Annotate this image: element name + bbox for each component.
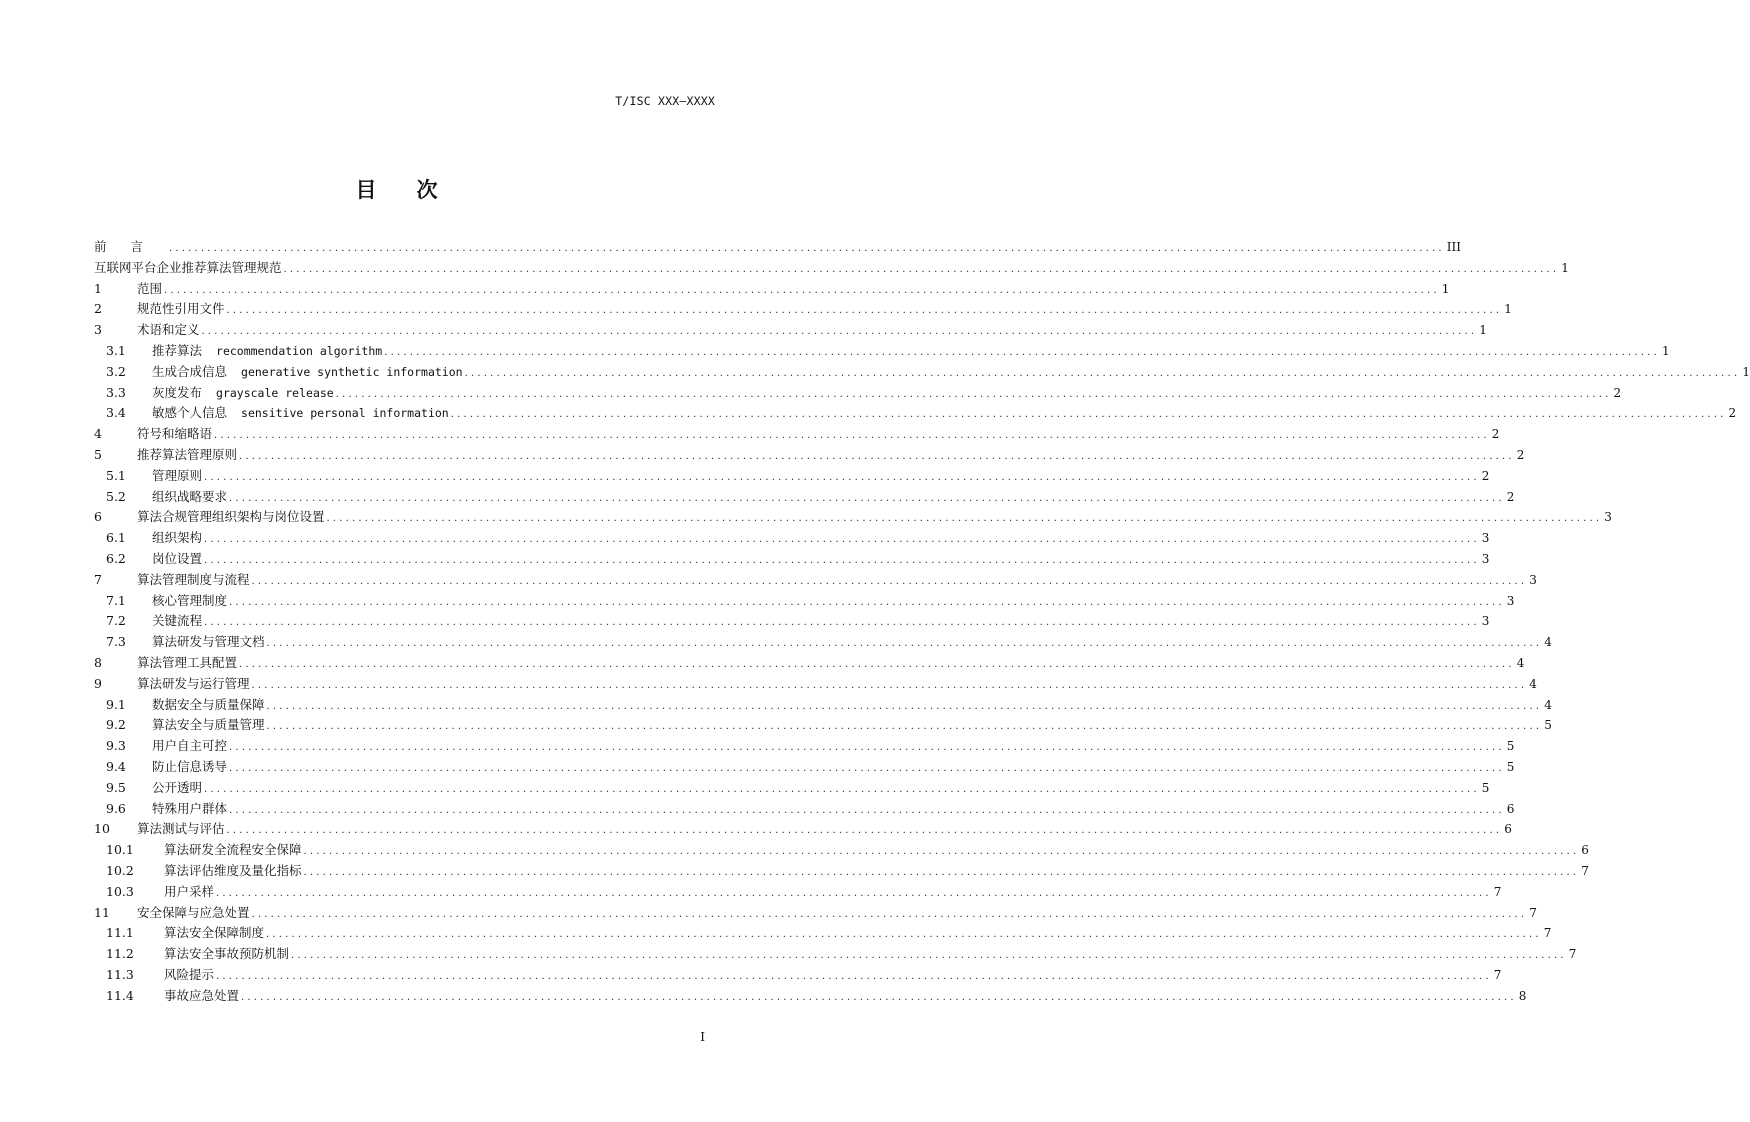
toc-entry[interactable]: [94, 923, 1552, 944]
toc-entry[interactable]: [94, 819, 1512, 840]
toc-entry-english-term: recommendation algorithm: [216, 343, 383, 358]
toc-entry-label: [152, 591, 227, 612]
toc-entry-label: [164, 986, 239, 1007]
toc-entry[interactable]: [94, 549, 1490, 570]
toc-entry-label: [137, 279, 162, 300]
toc-entry-page: 6: [1506, 801, 1515, 816]
toc-leader-dots: ........................................................................................................................................................................................................: [204, 617, 1480, 629]
toc-leader-dots: ........................................................................................................................................................................................................: [326, 513, 1603, 525]
toc-entry-title: 算法安全事故预防机制: [164, 946, 290, 962]
toc-entry-label: [152, 528, 202, 549]
toc-entry-label: [164, 861, 302, 882]
toc-entry-number: 9.5: [106, 779, 126, 795]
toc-entry-number: 9.3: [106, 738, 126, 754]
toc-leader-dots: ........................................................................................................................................................................................................: [169, 243, 1445, 254]
toc-entry-number: 9.6: [106, 800, 126, 816]
toc-leader-dots: ........................................................................................................................................................................................................: [204, 471, 1480, 483]
toc-leader-dots: ........................................................................................................................................................................................................: [214, 430, 1490, 442]
toc-entry-label: [164, 923, 264, 944]
toc-entry-page: 3: [1506, 593, 1515, 608]
toc-entry-label: [152, 466, 202, 487]
toc-entry-title: 算法评估维度及量化指标: [164, 862, 302, 878]
toc-entry-number: 7: [94, 571, 102, 587]
toc-entry-title: 用户采样: [164, 883, 215, 899]
toc-entry-number: 11.3: [106, 966, 134, 982]
toc-entry-title: 规范性引用文件: [137, 301, 225, 317]
toc-entry[interactable]: [94, 944, 1577, 965]
toc-entry-title: 特殊用户群体: [152, 800, 228, 816]
toc-entry-number: 3.4: [106, 405, 126, 421]
toc-entry-label: [137, 320, 200, 341]
toc-leader-dots: ........................................................................................................................................................................................................: [303, 846, 1580, 858]
toc-leader-dots: ........................................................................................................................................................................................................: [266, 721, 1543, 733]
toc-entry-label: [164, 882, 214, 903]
toc-entry-label: [152, 632, 265, 653]
toc-entry-title: 组织架构: [152, 530, 203, 546]
toc-entry-page: 2: [1481, 468, 1490, 483]
toc-entry[interactable]: [94, 653, 1525, 674]
toc-entry-label: [137, 299, 225, 320]
toc-leader-dots: ........................................................................................................................................................................................................: [464, 367, 1741, 379]
toc-entry-label: [152, 549, 202, 570]
toc-entry-page: 2: [1728, 406, 1737, 421]
toc-entry[interactable]: [94, 965, 1502, 986]
toc-leader-dots: ........................................................................................................................................................................................................: [239, 450, 1515, 462]
toc-entry[interactable]: [94, 882, 1502, 903]
toc-entry[interactable]: [94, 487, 1515, 508]
toc-entry-title: 数据安全与质量保障: [152, 696, 265, 712]
title-char-2: 次: [416, 177, 438, 202]
toc-entry-title: 术语和定义: [137, 322, 200, 338]
toc-entry[interactable]: [94, 632, 1552, 653]
toc-entry-title: 算法合规管理组织架构与岗位设置: [137, 509, 325, 525]
toc-entry-title: 互联网平台企业推荐算法管理规范: [94, 259, 282, 275]
toc-entry-number: 11: [94, 904, 110, 920]
toc-entry-page: 7: [1493, 884, 1502, 899]
toc-entry-number: 3: [94, 322, 102, 338]
toc-entry-title: 算法安全保障制度: [164, 925, 265, 941]
toc-entry-number: 6.1: [106, 530, 126, 546]
toc-entry[interactable]: [94, 986, 1527, 1007]
toc-entry-title: 关键流程: [152, 613, 203, 629]
toc-entry[interactable]: [94, 570, 1537, 591]
toc-entry[interactable]: [94, 903, 1537, 924]
toc-entry-page: 3: [1481, 614, 1490, 629]
toc-entry[interactable]: [94, 528, 1490, 549]
toc-entry-title: 前言: [94, 239, 168, 254]
toc-entry-title: 符号和缩略语: [137, 426, 213, 442]
toc-entry-page: 1: [1504, 302, 1512, 317]
toc-leader-dots: ........................................................................................................................................................................................................: [251, 679, 1528, 691]
toc-entry[interactable]: [94, 736, 1515, 757]
toc-entry[interactable]: [94, 861, 1589, 882]
toc-entry-page: 3: [1529, 572, 1537, 587]
toc-leader-dots: ........................................................................................................................................................................................................: [164, 284, 1440, 296]
toc-entry-number: 4: [94, 426, 102, 442]
toc-entry-label: [137, 445, 237, 466]
toc-entry-title: 算法管理制度与流程: [137, 571, 250, 587]
toc-entry[interactable]: [94, 507, 1612, 528]
toc-entry-page: 8: [1518, 988, 1527, 1003]
toc-entry-page: 3: [1604, 510, 1612, 525]
toc-entry-page: 4: [1529, 676, 1537, 691]
toc-entry-label: [152, 736, 227, 757]
toc-entry-page: 5: [1506, 739, 1515, 754]
toc-entry-page: 6: [1504, 822, 1512, 837]
toc-entry-label: [152, 695, 265, 716]
toc-leader-dots: ........................................................................................................................................................................................................: [204, 534, 1480, 546]
toc-entry-number: 7.3: [106, 634, 126, 650]
toc-entry-number: 9.2: [106, 717, 126, 733]
toc-entry-page: 3: [1481, 531, 1490, 546]
toc-entry-number: 10.2: [106, 862, 134, 878]
toc-entry-label: [152, 799, 227, 820]
toc-entry-label: [152, 341, 382, 362]
toc-entry-page: 5: [1544, 718, 1552, 733]
toc-entry-page: 7: [1493, 967, 1502, 982]
toc-entry-title: 公开透明: [152, 779, 203, 795]
toc-entry-page: 7: [1568, 947, 1577, 962]
toc-entry[interactable]: [94, 403, 1737, 424]
toc-entry-title: 算法研发与管理文档: [152, 634, 265, 650]
toc-leader-dots: ........................................................................................................................................................................................................: [266, 700, 1543, 712]
toc-leader-dots: ........................................................................................................................................................................................................: [229, 762, 1505, 774]
toc-entry-label: [152, 715, 265, 736]
toc-entry-label: [152, 757, 227, 778]
toc-entry-title: 岗位设置: [152, 550, 203, 566]
page-number: I: [700, 1030, 705, 1044]
toc-entry-page: 1: [1441, 281, 1450, 296]
toc-entry-page: 1: [1479, 323, 1487, 338]
toc-entry-label: [137, 653, 237, 674]
toc-entry-page: 1: [1661, 343, 1670, 358]
toc-entry-page: 4: [1544, 635, 1552, 650]
toc-leader-dots: ........................................................................................................................................................................................................: [216, 970, 1492, 982]
toc-entry-number: 8: [94, 654, 102, 670]
toc-entry-number: 3.1: [106, 342, 126, 358]
toc-entry-title: 生成合成信息: [152, 363, 228, 379]
toc-entry-number: 10.1: [106, 842, 134, 858]
toc-entry-title: 事故应急处置: [164, 987, 240, 1003]
toc-entry-label: [152, 362, 463, 383]
toc-entry-number: 9: [94, 675, 102, 691]
toc-entry[interactable]: [94, 778, 1490, 799]
toc-entry-label: [152, 487, 227, 508]
toc-entry-number: 3.2: [106, 363, 126, 379]
toc-entry[interactable]: [94, 299, 1512, 320]
toc-entry-label: [164, 840, 302, 861]
toc-entry-title: 用户自主可控: [152, 738, 228, 754]
toc-entry-page: III: [1446, 240, 1461, 254]
toc-entry-page: 7: [1529, 905, 1537, 920]
toc-leader-dots: ........................................................................................................................................................................................................: [303, 866, 1580, 878]
toc-entry-title: 防止信息诱导: [152, 758, 228, 774]
toc-entry[interactable]: [94, 466, 1490, 487]
toc-entry[interactable]: [94, 362, 1750, 383]
toc-entry-title: 安全保障与应急处置: [137, 904, 250, 920]
toc-entry-title: 推荐算法管理原则: [137, 446, 238, 462]
toc-entry-page: 2: [1613, 385, 1622, 400]
toc-entry-number: 10.3: [106, 883, 134, 899]
toc-entry-number: 11.2: [106, 946, 134, 962]
toc-entry-title: 风险提示: [164, 966, 215, 982]
toc-entry-label: [152, 383, 334, 404]
toc-entry-number: 2: [94, 301, 102, 317]
toc-entry-number: 6: [94, 509, 102, 525]
toc-entry-title: 算法管理工具配置: [137, 654, 238, 670]
toc-entry-page: 7: [1543, 926, 1552, 941]
toc-entry-label: [164, 944, 289, 965]
toc-leader-dots: ........................................................................................................................................................................................................: [384, 346, 1660, 358]
toc-entry-number: 9.1: [106, 696, 126, 712]
page-title: [0, 174, 793, 204]
toc-entry[interactable]: [94, 674, 1537, 695]
toc-entry-title: 算法安全与质量管理: [152, 717, 265, 733]
toc-leader-dots: ........................................................................................................................................................................................................: [226, 305, 1503, 317]
toc-entry-number: 7.2: [106, 613, 126, 629]
toc-entry-title: 范围: [137, 280, 163, 296]
toc-entry-page: 6: [1581, 843, 1589, 858]
title-char-1: 目: [355, 177, 377, 202]
toc-entry-page: 3: [1481, 551, 1490, 566]
toc-entry[interactable]: [94, 695, 1552, 716]
toc-entry-number: 5.2: [106, 488, 126, 504]
toc-entry-number: 10: [94, 821, 110, 837]
toc-leader-dots: ........................................................................................................................................................................................................: [226, 825, 1503, 837]
toc-entry-number: 11.4: [106, 987, 134, 1003]
toc-leader-dots: ........................................................................................................................................................................................................: [216, 887, 1492, 899]
toc-leader-dots: ........................................................................................................................................................................................................: [450, 409, 1727, 421]
toc-entry[interactable]: [94, 799, 1515, 820]
toc-entry-page: 5: [1506, 759, 1515, 774]
toc-entry-english-term: grayscale release: [216, 385, 334, 400]
toc-entry-title: 算法研发全流程安全保障: [164, 842, 302, 858]
toc-entry-title: 核心管理制度: [152, 592, 228, 608]
toc-leader-dots: ........................................................................................................................................................................................................: [229, 596, 1505, 608]
toc-leader-dots: ........................................................................................................................................................................................................: [201, 326, 1478, 338]
document-code: T/ISC XXX—XXXX: [615, 94, 715, 108]
toc-entry-label: [152, 403, 449, 424]
toc-entry[interactable]: [94, 611, 1490, 632]
toc-entry-title: 组织战略要求: [152, 488, 228, 504]
toc-entry[interactable]: [94, 715, 1552, 736]
toc-leader-dots: ........................................................................................................................................................................................................: [229, 742, 1505, 754]
toc-entry-label: [137, 674, 250, 695]
toc-entry[interactable]: [94, 237, 1461, 258]
toc-entry[interactable]: [94, 320, 1487, 341]
toc-entry-title: 敏感个人信息: [152, 405, 228, 421]
toc-leader-dots: ........................................................................................................................................................................................................: [229, 492, 1505, 504]
toc-leader-dots: ........................................................................................................................................................................................................: [266, 638, 1543, 650]
table-of-contents: [94, 237, 1750, 1006]
toc-entry[interactable]: [94, 445, 1525, 466]
toc-entry-number: 1: [94, 280, 102, 296]
toc-leader-dots: ........................................................................................................................................................................................................: [266, 929, 1542, 941]
toc-entry-title: 算法研发与运行管理: [137, 675, 250, 691]
toc-entry-label: [137, 424, 212, 445]
toc-entry-label: [94, 258, 282, 279]
toc-entry-number: 6.2: [106, 550, 126, 566]
toc-leader-dots: ........................................................................................................................................................................................................: [204, 783, 1480, 795]
toc-entry-label: [137, 903, 250, 924]
toc-entry-title: 灰度发布: [152, 384, 203, 400]
toc-entry-page: 4: [1516, 655, 1525, 670]
toc-entry-label: [94, 237, 167, 258]
toc-entry-label: [137, 507, 325, 528]
toc-leader-dots: ........................................................................................................................................................................................................: [291, 950, 1567, 962]
toc-entry-page: 2: [1491, 427, 1500, 442]
toc-leader-dots: ........................................................................................................................................................................................................: [239, 658, 1515, 670]
toc-entry-number: 5.1: [106, 467, 126, 483]
toc-entry-title: 算法测试与评估: [137, 821, 225, 837]
toc-leader-dots: ........................................................................................................................................................................................................: [204, 554, 1480, 566]
toc-leader-dots: ........................................................................................................................................................................................................: [229, 804, 1505, 816]
toc-entry-page: 5: [1481, 780, 1490, 795]
toc-entry[interactable]: [94, 383, 1622, 404]
toc-entry[interactable]: [94, 279, 1450, 300]
toc-leader-dots: ........................................................................................................................................................................................................: [241, 991, 1517, 1003]
toc-entry-number: 11.1: [106, 925, 134, 941]
toc-entry-page: 4: [1544, 697, 1552, 712]
toc-entry-title: 管理原则: [152, 467, 203, 483]
toc-entry-english-term: sensitive personal information: [241, 406, 449, 421]
toc-entry-page: 1: [1742, 364, 1750, 379]
toc-entry-label: [152, 778, 202, 799]
toc-entry-page: 2: [1506, 489, 1515, 504]
toc-entry-page: 2: [1516, 447, 1525, 462]
toc-entry-english-term: generative synthetic information: [241, 364, 463, 379]
toc-entry-number: 3.3: [106, 384, 126, 400]
toc-leader-dots: ........................................................................................................................................................................................................: [251, 908, 1528, 920]
toc-entry-page: 1: [1561, 260, 1569, 275]
toc-entry-number: 5: [94, 446, 102, 462]
toc-entry[interactable]: [94, 424, 1500, 445]
toc-entry-label: [164, 965, 214, 986]
toc-entry[interactable]: [94, 840, 1589, 861]
toc-entry-label: [137, 819, 225, 840]
toc-entry-number: 9.4: [106, 758, 126, 774]
toc-leader-dots: ........................................................................................................................................................................................................: [283, 263, 1560, 275]
toc-entry[interactable]: [94, 258, 1569, 279]
toc-entry-label: [152, 611, 202, 632]
toc-entry-page: 7: [1581, 863, 1589, 878]
toc-entry[interactable]: [94, 341, 1670, 362]
toc-entry[interactable]: [94, 591, 1515, 612]
toc-entry[interactable]: [94, 757, 1515, 778]
toc-entry-label: [137, 570, 250, 591]
toc-leader-dots: ........................................................................................................................................................................................................: [335, 388, 1612, 400]
toc-entry-number: 7.1: [106, 592, 126, 608]
toc-leader-dots: ........................................................................................................................................................................................................: [251, 575, 1528, 587]
toc-entry-title: 推荐算法: [152, 342, 203, 358]
